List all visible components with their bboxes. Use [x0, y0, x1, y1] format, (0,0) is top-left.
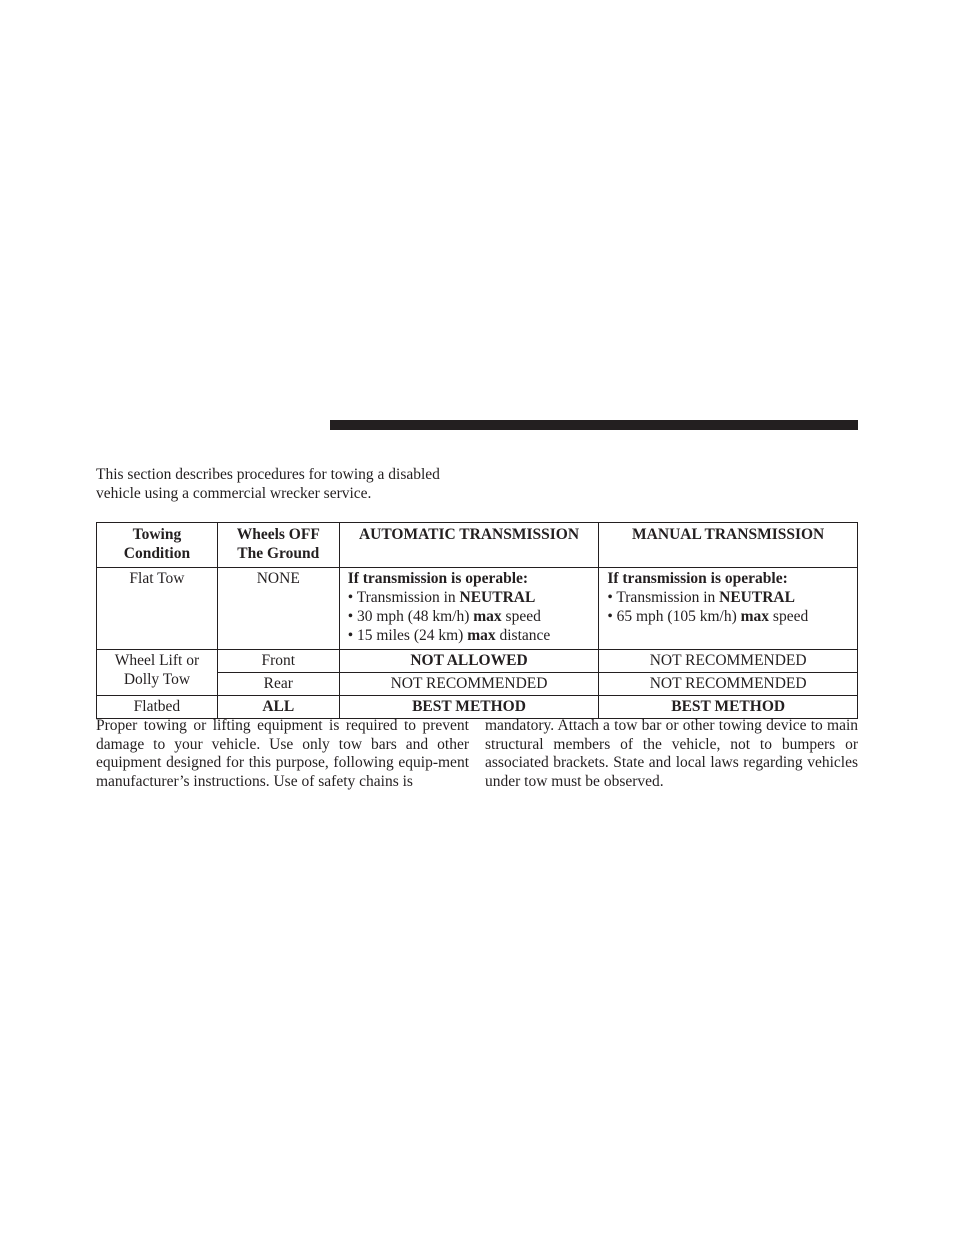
table-row — [97, 696, 858, 719]
body-text-column-1: Proper towing or lifting equipment is required to prevent damage to your vehicle. Use only tow bars and other equipment designed for this purpose, following equip-ment manufacturer’s instructions. Use of safety chains is — [96, 717, 469, 791]
cell-front-manual: NOT RECOMMENDED — [599, 650, 858, 673]
cell-rear-manual: NOT RECOMMENDED — [599, 673, 858, 696]
cell-rear-automatic: NOT RECOMMENDED — [339, 673, 599, 696]
cell-flatbed-wheels: ALL — [217, 696, 339, 719]
cell-front-automatic: NOT ALLOWED — [339, 650, 599, 673]
header-manual: MANUAL TRANSMISSION — [599, 523, 858, 568]
cell-flat-tow-automatic: If transmission is operable: • Transmission in NEUTRAL • 30 mph (48 km/h) max speed • 15 miles (24 km) max distance — [339, 568, 599, 650]
table-row — [97, 568, 858, 650]
cell-flatbed-automatic: BEST METHOD — [339, 696, 599, 719]
cell-flatbed: Flatbed — [97, 696, 218, 719]
body-text-column-2: mandatory. Attach a tow bar or other towing device to main structural members of the vehicle, not to bumpers or associated brackets. State and local laws regarding vehicles under tow must be observed. — [485, 717, 858, 791]
table-row — [97, 650, 858, 673]
towing-table — [96, 522, 858, 719]
cell-flat-tow-wheels: NONE — [217, 568, 339, 650]
table-header-row — [97, 523, 858, 568]
cell-front: Front — [217, 650, 339, 673]
cell-flat-tow-manual: If transmission is operable: • Transmission in NEUTRAL • 65 mph (105 km/h) max speed — [599, 568, 858, 650]
header-towing-condition: Towing Condition — [97, 523, 218, 568]
cell-flat-tow: Flat Tow — [97, 568, 218, 650]
section-header-bar — [330, 420, 858, 430]
intro-paragraph: This section describes procedures for towing a disabled vehicle using a commercial wrecker service. — [96, 466, 440, 502]
cell-flatbed-manual: BEST METHOD — [599, 696, 858, 719]
header-automatic: AUTOMATIC TRANSMISSION — [339, 523, 599, 568]
cell-rear: Rear — [217, 673, 339, 696]
header-wheels-off: Wheels OFF The Ground — [217, 523, 339, 568]
cell-wheel-lift: Wheel Lift or Dolly Tow — [97, 650, 218, 696]
